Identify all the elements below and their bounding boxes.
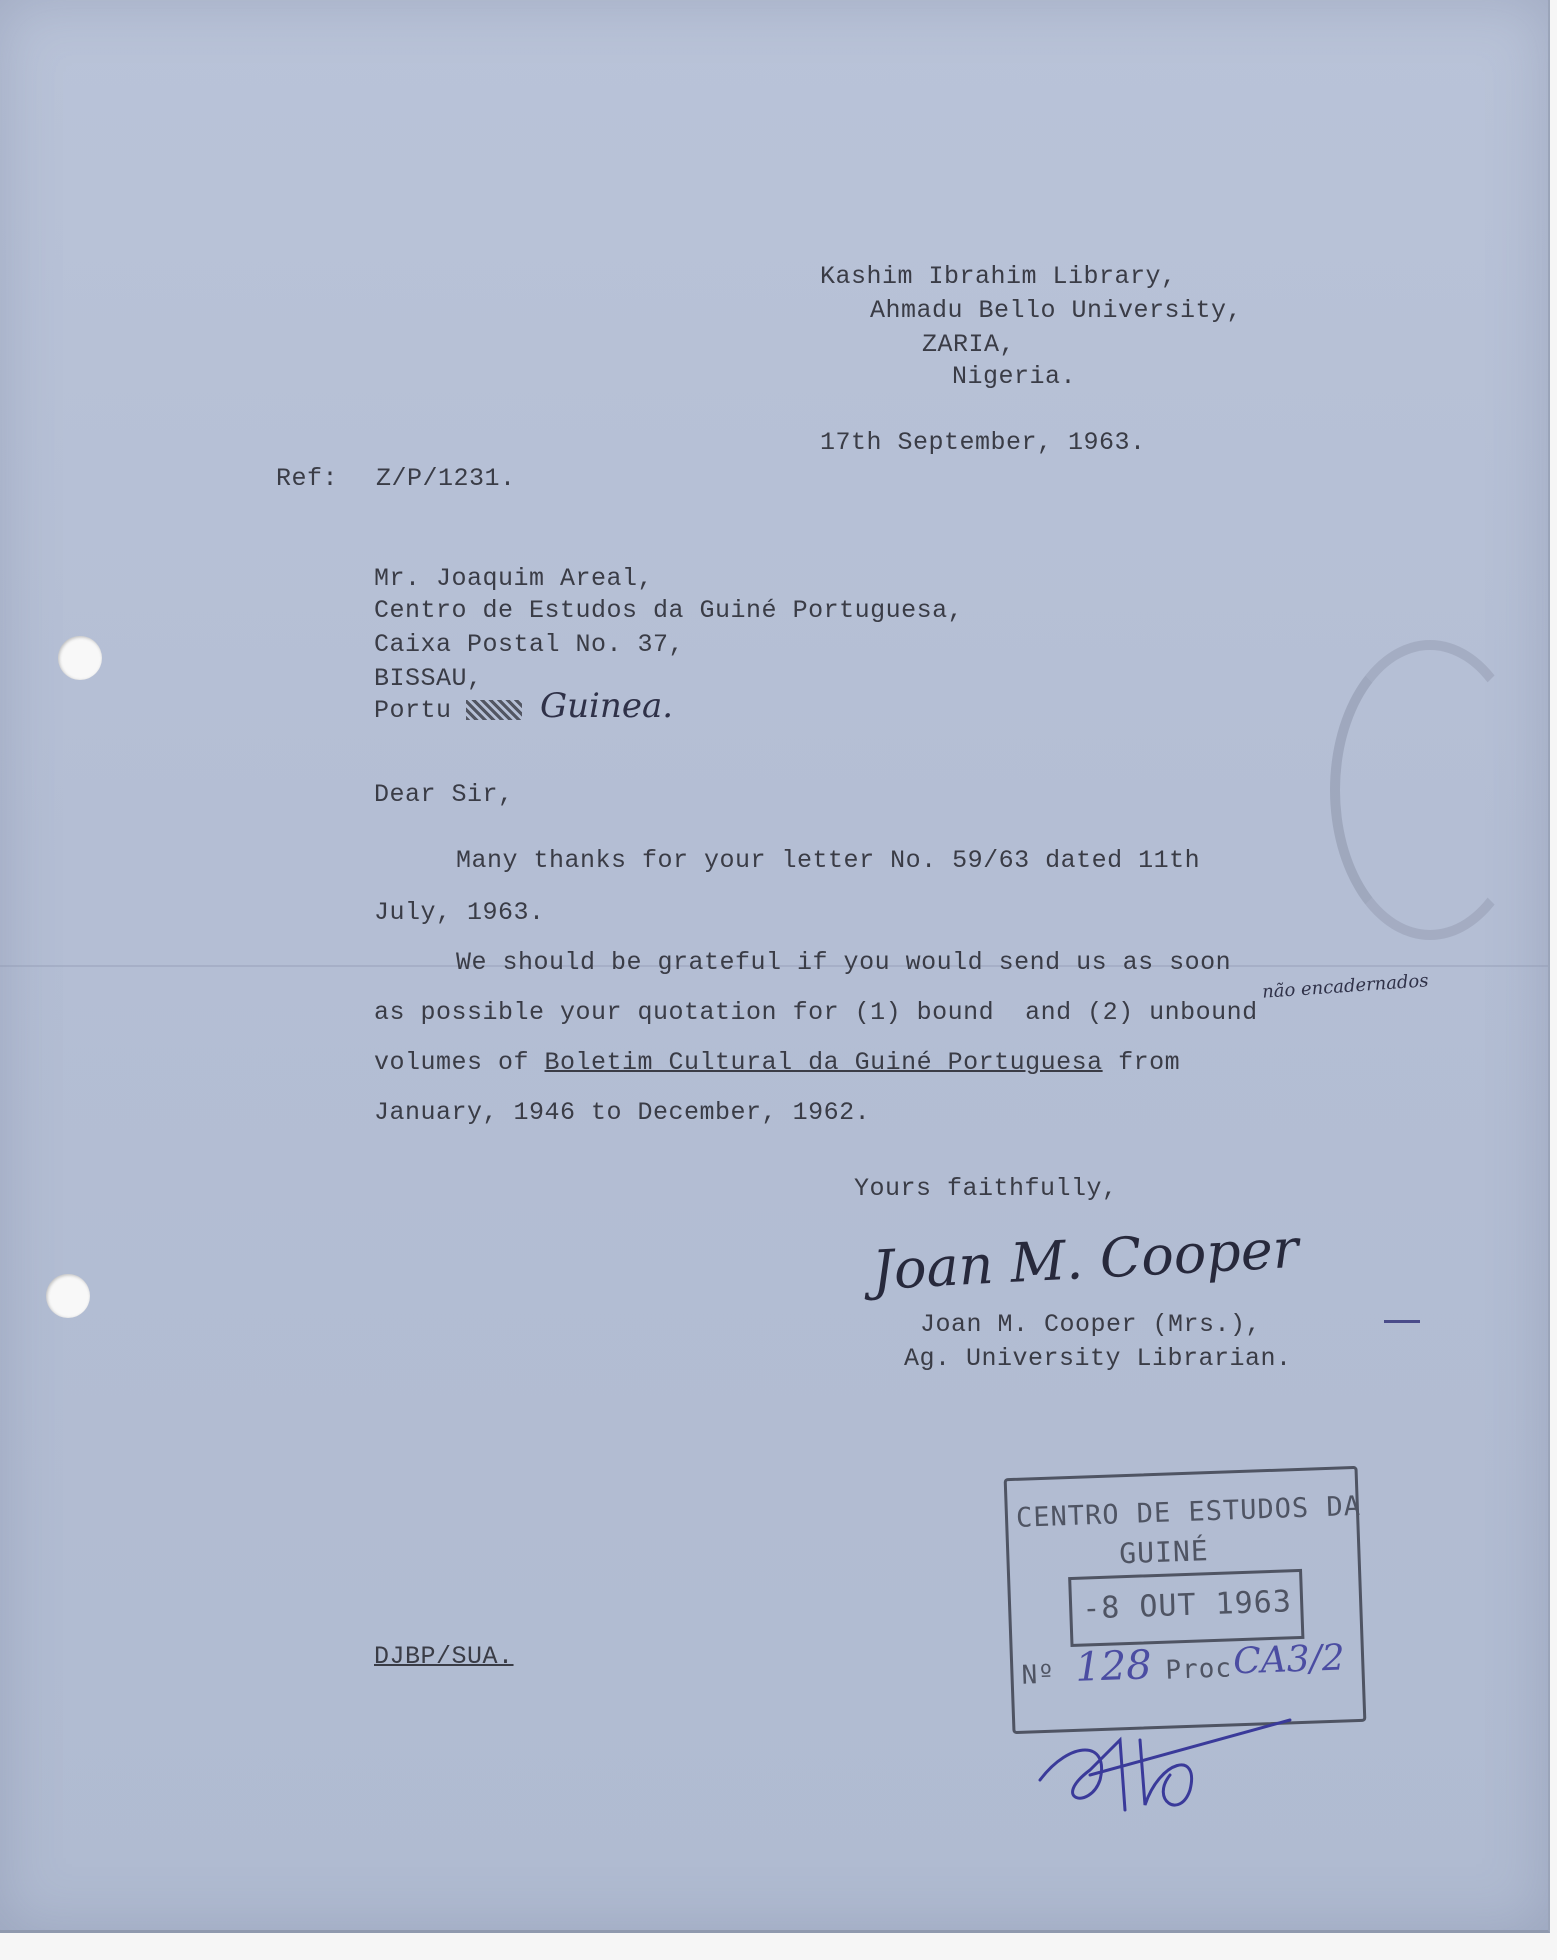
recipient-box: Caixa Postal No. 37, [374, 630, 685, 659]
stamp-line-2: GUINÉ [1118, 1534, 1210, 1571]
letterhead-line-3: ZARIA, [922, 330, 1016, 359]
blue-pen-mark [1384, 1320, 1420, 1323]
signature: Joan M. Cooper [870, 1216, 1300, 1303]
body-p1-line1: Many thanks for your letter No. 59/63 dated 11th [456, 846, 1201, 875]
body-p2-line1: We should be grateful if you would send us as soon [456, 948, 1232, 977]
recipient-country-typed: Portu [374, 696, 452, 725]
salutation: Dear Sir, [374, 780, 514, 809]
body-p2-line3 [374, 1048, 1180, 1077]
stamp-date-box [1068, 1569, 1304, 1647]
stamp-date: -8 OUT 1963 [1081, 1584, 1293, 1627]
bleed-through-stamp [1330, 640, 1530, 940]
stamp-proc-value: CA3/2 [1232, 1637, 1346, 1683]
recipient-country-handwritten: Guinea. [540, 686, 674, 726]
body-p2-line2: as possible your quotation for (1) bound and (2) unbound [374, 998, 1258, 1027]
body-p1-line2: July, 1963. [374, 898, 545, 927]
letter-date: 17th September, 1963. [820, 428, 1146, 457]
signer-name: Joan M. Cooper (Mrs.), [920, 1310, 1262, 1339]
stamp-proc-label: Proc [1164, 1653, 1233, 1686]
punch-hole-top [58, 636, 102, 680]
signer-title: Ag. University Librarian. [904, 1344, 1292, 1373]
crossed-out-text [466, 700, 522, 720]
letterhead-line-2: Ahmadu Bello University, [870, 296, 1243, 325]
recipient-city: BISSAU, [374, 664, 483, 693]
punch-hole-bottom [46, 1274, 90, 1318]
letterhead-line-4: Nigeria. [952, 362, 1077, 391]
body-p2-line4: January, 1946 to December, 1962. [374, 1098, 871, 1127]
initials-scribble [1030, 1680, 1310, 1820]
recipient-name: Mr. Joaquim Areal, [374, 564, 654, 593]
closing: Yours faithfully, [854, 1174, 1118, 1203]
ref-value: Z/P/1231. [376, 464, 516, 493]
stamp-no-value: 128 [1074, 1642, 1153, 1691]
recipient-org: Centro de Estudos da Guiné Portuguesa, [374, 596, 964, 625]
stamp-no-label: Nº [1021, 1659, 1056, 1691]
stamp-line-1: CENTRO DE ESTUDOS DA [1015, 1490, 1362, 1534]
body-p2-line3-post: from [1102, 1048, 1181, 1077]
letterhead-line-1: Kashim Ibrahim Library, [820, 262, 1177, 291]
body-p2-line3-pre: volumes of [374, 1048, 545, 1077]
journal-title: Boletim Cultural da Guiné Portuguesa [544, 1048, 1103, 1077]
reference-initials: DJBP/SUA. [374, 1642, 514, 1671]
ref-label: Ref: [276, 464, 339, 493]
handwritten-annotation: não encadernados [1261, 970, 1430, 1003]
